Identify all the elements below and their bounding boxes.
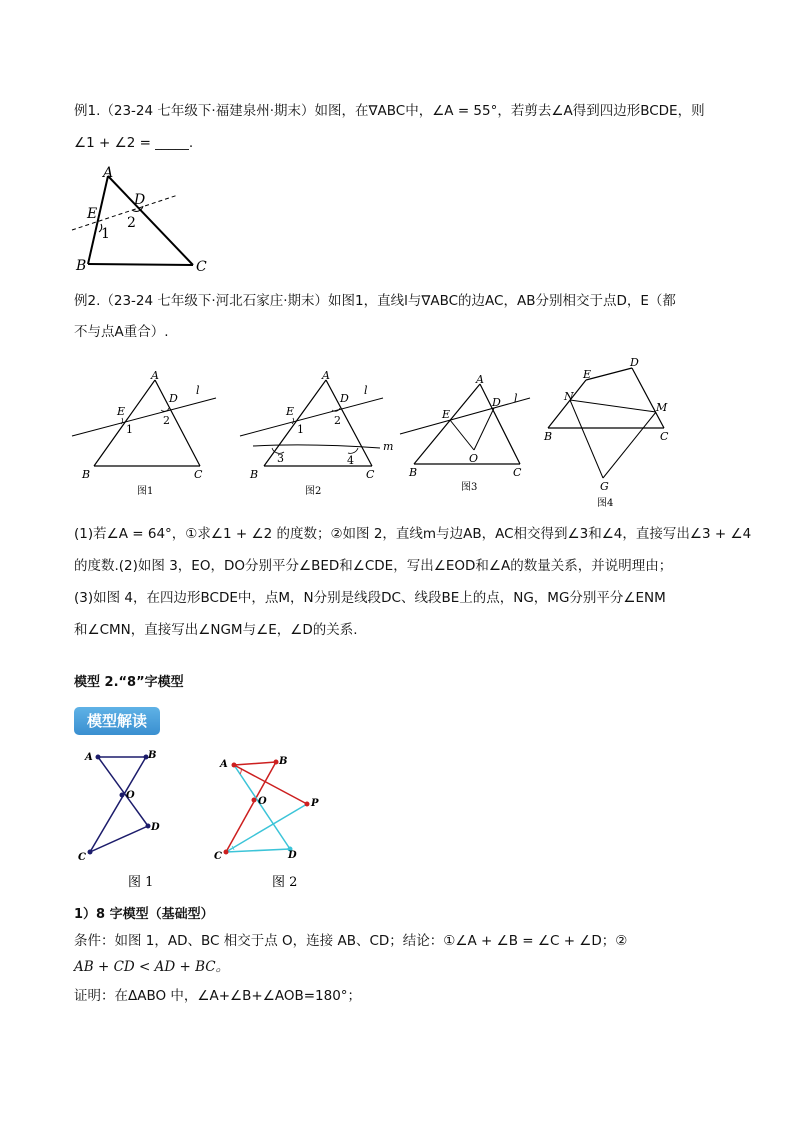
f3-caption: 图3: [461, 482, 478, 493]
model-interpretation-badge: 模型解读: [74, 707, 160, 735]
f2-l: l: [364, 384, 368, 397]
f2-c: C: [366, 468, 375, 481]
ex1-label-d: D: [134, 192, 146, 208]
f2-2: 2: [334, 414, 341, 427]
f2-4: 4: [347, 454, 354, 467]
eight-figure-2: [214, 756, 319, 890]
question-1-cont: 的度数.(2)如图 3，EO，DO分别平分∠BED和∠CDE，写出∠EOD和∠A的数量关系，并说明理由；: [74, 558, 673, 574]
question-1: (1)若∠A = 64°，①求∠1 + ∠2 的度数；②如图 2，直线m与边AB，AC相交得到∠3和∠4，直接写出∠3 + ∠4: [74, 526, 752, 542]
e2-caption: 图 2: [272, 875, 298, 890]
f2-1: 1: [297, 423, 304, 436]
f2-m: m: [383, 440, 394, 453]
eight-model-subtitle: 1）8 字模型（基础型）: [74, 907, 214, 922]
ex1-label-2: 2: [127, 215, 136, 231]
eight-model-condition: 条件：如图 1，AD、BC 相交于点 O，连接 AB、CD；结论：①∠A + ∠B = ∠C + ∠D；②: [74, 933, 628, 949]
f1-caption: 图1: [137, 486, 154, 497]
e2-b: B: [279, 756, 288, 767]
f4-caption: 图4: [597, 498, 614, 509]
f4-n: N: [564, 390, 574, 403]
f3-b: B: [409, 466, 418, 479]
f2-a: A: [322, 369, 330, 382]
f1-1: 1: [126, 423, 133, 436]
f1-d: D: [169, 392, 178, 405]
e2-d: D: [288, 850, 297, 861]
ex1-label-e: E: [87, 206, 98, 222]
example1-line2: ∠1 + ∠2 = _____.: [74, 135, 194, 151]
ex1-label-c: C: [196, 259, 207, 275]
example2-line2: 不与点A重合）.: [74, 324, 169, 340]
f3-d: D: [492, 396, 501, 409]
f3-c: C: [513, 466, 522, 479]
f2-caption: 图2: [305, 486, 322, 497]
example2-line1: 例2.（23-24 七年级下·河北石家庄·期末）如图1，直线l与∇ABC的边AC，AB分别相交于点D，E（都: [74, 293, 676, 309]
e2-c: C: [214, 851, 222, 862]
f4-b: B: [544, 430, 553, 443]
ex1-label-1: 1: [101, 226, 110, 242]
f3-a: A: [476, 373, 484, 386]
f3-e: E: [442, 408, 451, 421]
e1-o: O: [126, 790, 135, 801]
f1-e: E: [117, 405, 126, 418]
e1-caption: 图 1: [128, 875, 154, 890]
f1-2: 2: [163, 414, 170, 427]
model2-heading: 模型 2.“8”字模型: [74, 675, 184, 690]
f2-3: 3: [277, 452, 284, 465]
f1-c: C: [194, 468, 203, 481]
f4-e: E: [583, 368, 592, 381]
eight-model-condition-2: AB + CD < AD + BC。: [74, 959, 230, 975]
f3-o: O: [469, 452, 479, 465]
f4-d: D: [630, 356, 639, 369]
e1-a: A: [85, 752, 93, 763]
eight-model-proof: 证明：在ΔABO 中，∠A+∠B+∠AOB=180°；: [74, 988, 362, 1004]
question-3-cont: 和∠CMN，直接写出∠NGM与∠E，∠D的关系.: [74, 622, 358, 638]
e2-p: P: [311, 798, 319, 809]
e1-b: B: [148, 750, 157, 761]
e2-a: A: [220, 759, 228, 770]
f1-b: B: [82, 468, 91, 481]
ex1-label-b: B: [76, 258, 87, 274]
e1-c: C: [78, 852, 86, 863]
example1-line1: 例1.（23-24 七年级下·福建泉州·期末）如图，在∇ABC中，∠A = 55°，若剪去∠A得到四边形BCDE，则: [74, 103, 705, 119]
e2-o: O: [258, 796, 267, 807]
f1-a: A: [151, 369, 159, 382]
e1-d: D: [151, 822, 160, 833]
f4-m: M: [656, 401, 668, 414]
f2-e: E: [286, 405, 295, 418]
f2-d: D: [340, 392, 349, 405]
f4-c: C: [660, 430, 669, 443]
f4-g: G: [600, 480, 609, 493]
eight-figure-1: [78, 750, 160, 890]
f3-l: l: [514, 392, 518, 405]
ex1-label-a: A: [103, 165, 114, 181]
f1-l: l: [196, 384, 200, 397]
question-3: (3)如图 4，在四边形BCDE中，点M，N分别是线段DC、线段BE上的点，NG，MG分别平分∠ENM: [74, 590, 666, 606]
f2-b: B: [250, 468, 259, 481]
